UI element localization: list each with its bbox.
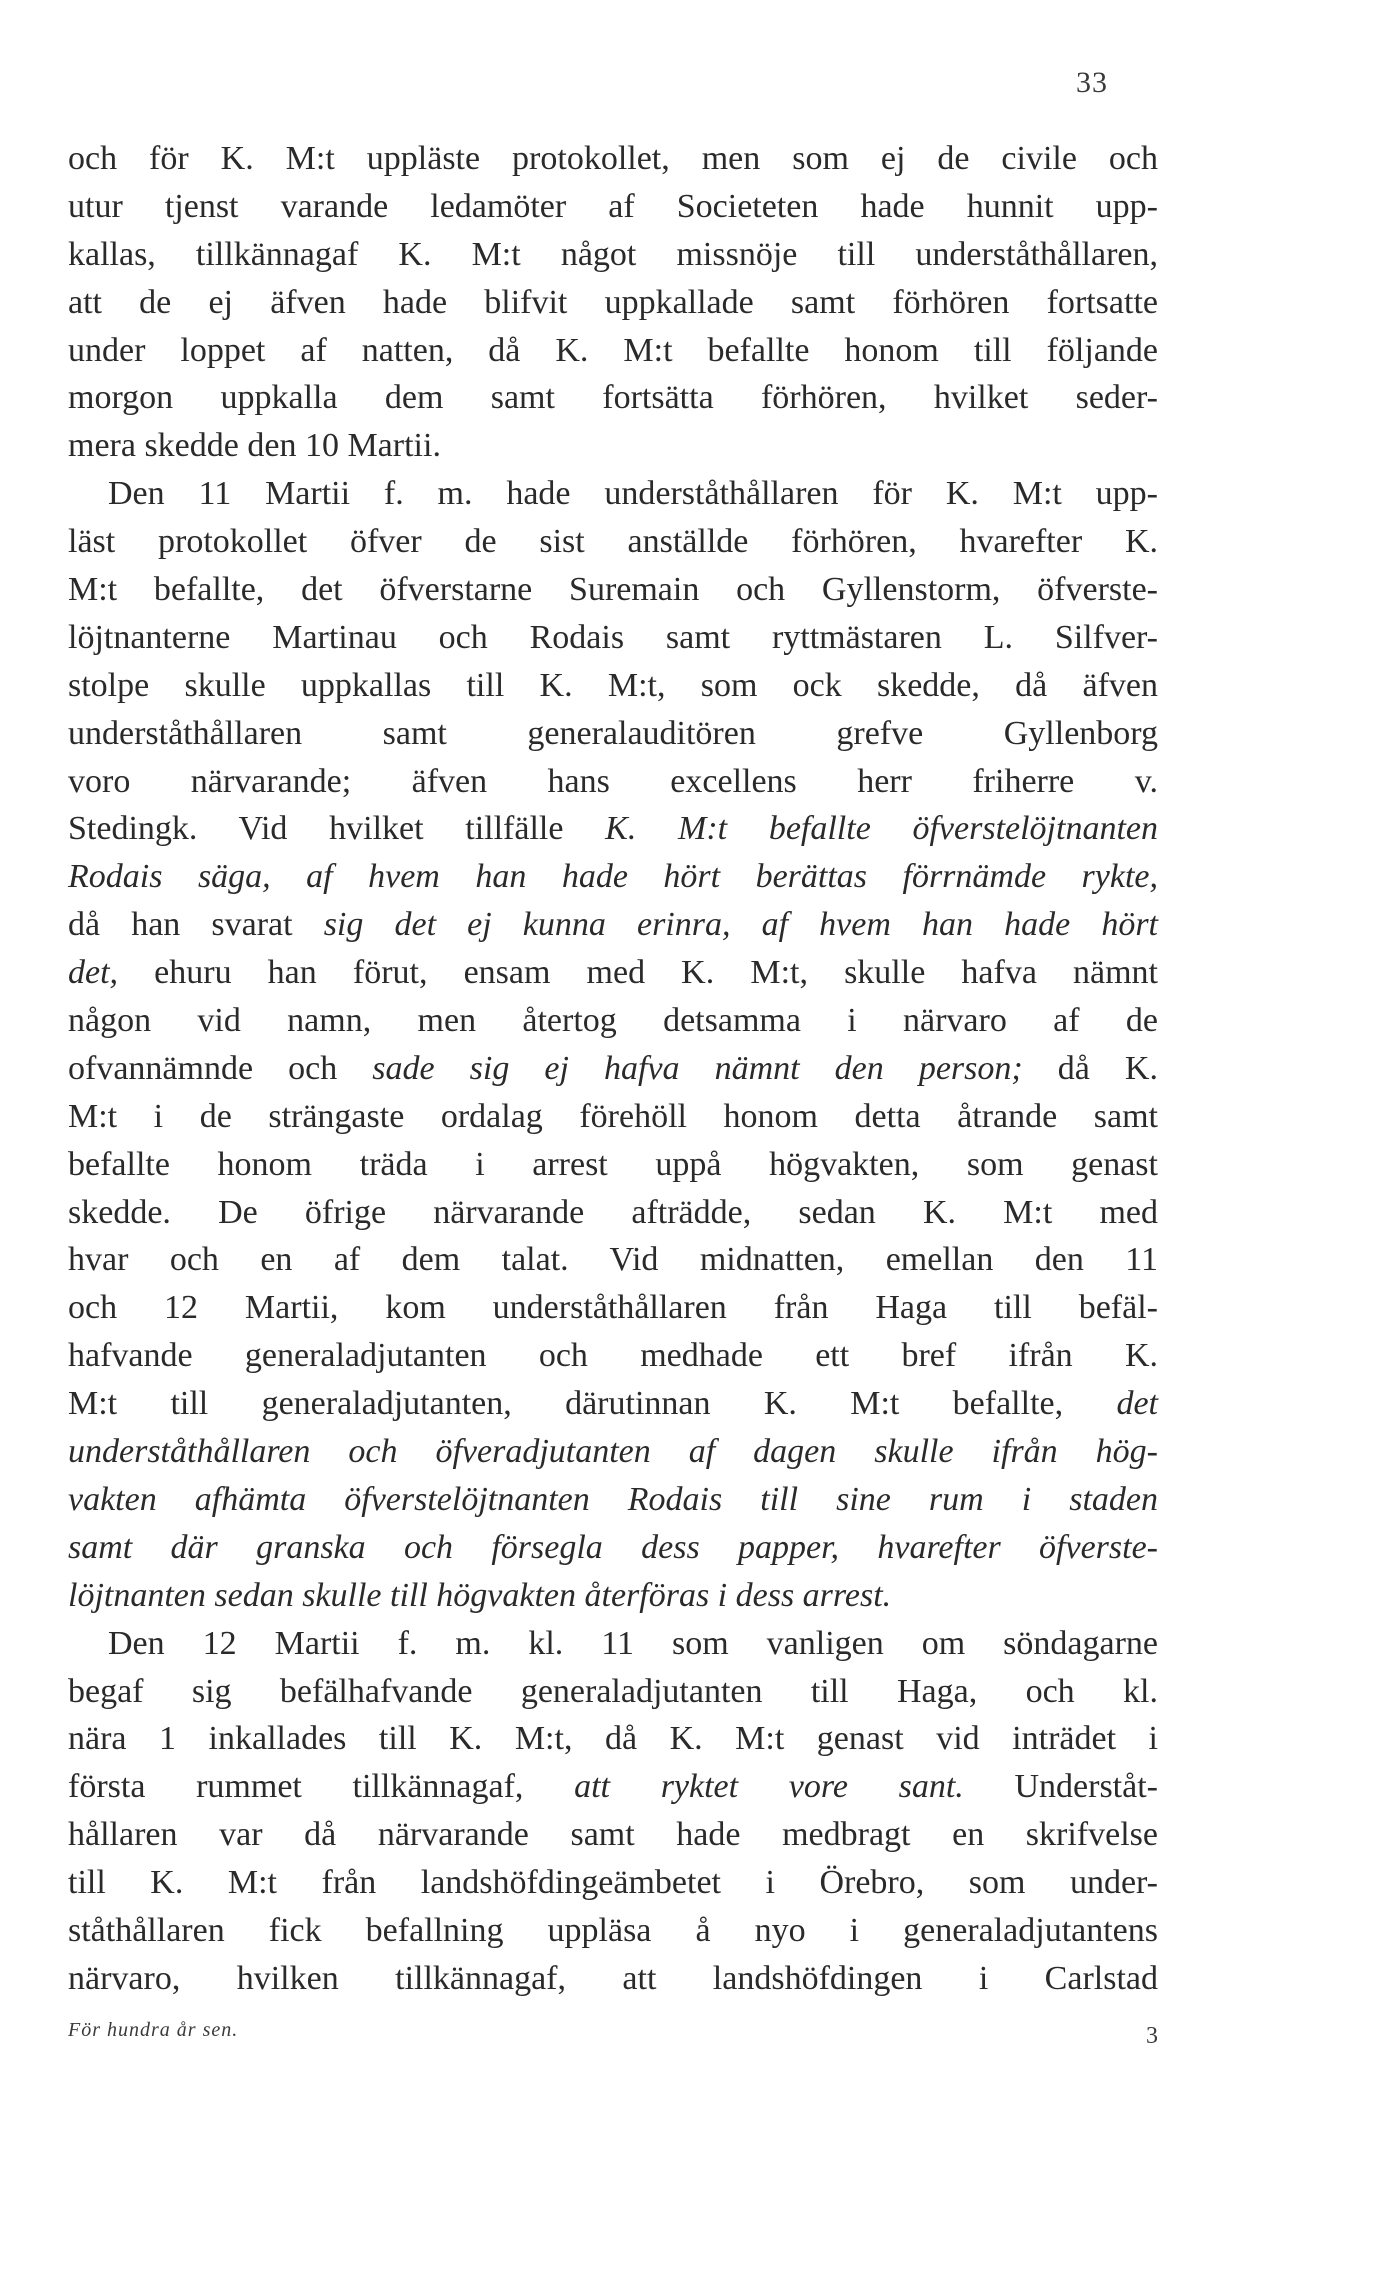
text-segment: M:t till generaladjutanten, därutinnan K. M:t befallte, <box>68 1385 1117 1423</box>
text-segment: utur tjenst varande ledamöter af Societeten hade hunnit upp- <box>68 187 1158 225</box>
text-segment: underståthållaren samt generalauditören grefve Gyllenborg <box>68 714 1158 752</box>
running-footer-title: För hundra år sen. <box>68 2019 239 2041</box>
text-line <box>68 1141 1158 1189</box>
body-text <box>68 135 1158 2003</box>
text-segment: ehuru han förut, ensam med K. M:t, skulle hafva nämnt <box>118 954 1158 992</box>
italic-text-segment: löjtnanten sedan skulle till högvakten återföras i dess arrest. <box>68 1576 892 1614</box>
text-segment: någon vid namn, men återtog detsamma i närvaro af de <box>68 1002 1158 1040</box>
text-line <box>68 1907 1158 1955</box>
text-line <box>68 470 1158 518</box>
text-line <box>68 327 1158 375</box>
text-segment: Underståt- <box>963 1768 1158 1806</box>
text-segment: Den 11 Martii f. m. hade underståthållaren för K. M:t upp- <box>108 475 1158 513</box>
text-line <box>68 1955 1158 2003</box>
text-segment: hafvande generaladjutanten och medhade ett bref ifrån K. <box>68 1337 1158 1375</box>
text-segment: läst protokollet öfver de sist anställde förhören, hvarefter K. <box>68 523 1158 561</box>
text-line <box>68 518 1158 566</box>
text-segment: begaf sig befälhafvande generaladjutanten till Haga, och kl. <box>68 1672 1158 1710</box>
text-segment: Stedingk. Vid hvilket tillfälle <box>68 810 606 848</box>
text-line <box>68 1380 1158 1428</box>
text-line <box>68 135 1158 183</box>
text-line <box>68 1524 1158 1572</box>
page-number: 33 <box>1076 66 1108 99</box>
text-line <box>68 1715 1158 1763</box>
text-line <box>68 1668 1158 1716</box>
text-segment: och för K. M:t uppläste protokollet, men som ej de civile och <box>68 140 1158 177</box>
page-footer <box>68 2015 1158 2055</box>
text-segment: närvaro, hvilken tillkännagaf, att landshöfdingen i Carlstad <box>68 1959 1158 1997</box>
text-segment: nära 1 inkallades till K. M:t, då K. M:t genast vid inträdet i <box>68 1720 1158 1758</box>
text-segment: hvar och en af dem talat. Vid midnatten, emellan den 11 <box>68 1241 1158 1279</box>
signature-mark: 3 <box>1146 2023 1158 2049</box>
text-line <box>68 279 1158 327</box>
text-segment: kallas, tillkännagaf K. M:t något missnöje till underståthållaren, <box>68 235 1158 273</box>
text-line <box>68 1428 1158 1476</box>
text-line <box>68 1620 1158 1668</box>
italic-text-segment: vakten afhämta öfverstelöjtnanten Rodais till sine rum i staden <box>68 1480 1158 1518</box>
text-line <box>68 1332 1158 1380</box>
text-line <box>68 901 1158 949</box>
text-line <box>68 566 1158 614</box>
text-segment: till K. M:t från landshöfdingeämbetet i Örebro, som under- <box>68 1864 1158 1902</box>
text-line <box>68 662 1158 710</box>
text-segment: ståthållaren fick befallning uppläsa å nyo i generaladjutantens <box>68 1911 1158 1949</box>
text-line <box>68 231 1158 279</box>
italic-text-segment: det, <box>68 954 119 992</box>
text-line <box>68 997 1158 1045</box>
text-segment: löjtnanterne Martinau och Rodais samt ryttmästaren L. Silfver- <box>68 618 1158 656</box>
text-line <box>68 949 1158 997</box>
text-segment: hållaren var då närvarande samt hade medbragt en skrifvelse <box>68 1816 1158 1854</box>
text-line <box>68 1859 1158 1907</box>
text-line <box>68 374 1158 422</box>
italic-text-segment: Rodais säga, af hvem han hade hört berättas förrnämde rykte, <box>68 858 1158 896</box>
italic-text-segment: K. M:t befallte öfverstelöjtnanten <box>605 810 1158 848</box>
text-segment: M:t i de strängaste ordalag förehöll honom detta åtrande samt <box>68 1097 1158 1135</box>
text-segment: skedde. De öfrige närvarande afträdde, sedan K. M:t med <box>68 1193 1158 1231</box>
text-segment: stolpe skulle uppkallas till K. M:t, som ock skedde, då äfven <box>68 666 1158 704</box>
italic-text-segment: det <box>1116 1385 1158 1423</box>
text-line <box>68 1763 1158 1811</box>
italic-text-segment: sig det ej kunna erinra, af hvem han hade hört <box>323 906 1158 944</box>
text-line <box>68 1189 1158 1237</box>
text-segment: mera skedde den 10 Martii. <box>68 427 441 465</box>
text-line <box>68 1284 1158 1332</box>
text-segment: befallte honom träda i arrest uppå högvakten, som genast <box>68 1145 1158 1183</box>
text-line <box>68 853 1158 901</box>
text-line <box>68 710 1158 758</box>
text-segment: att de ej äfven hade blifvit uppkallade samt förhören fortsatte <box>68 283 1158 321</box>
text-segment: då han svarat <box>68 906 324 944</box>
text-line <box>68 183 1158 231</box>
text-segment: Den 12 Martii f. m. kl. 11 som vanligen om söndagarne <box>108 1624 1158 1662</box>
text-line <box>68 1476 1158 1524</box>
text-segment: och 12 Martii, kom underståthållaren från Haga till befäl- <box>68 1289 1158 1327</box>
text-line <box>68 805 1158 853</box>
text-segment: första rummet tillkännagaf, <box>68 1768 575 1806</box>
text-segment: ofvannämnde och <box>68 1049 373 1087</box>
italic-text-segment: underståthållaren och öfveradjutanten af dagen skulle ifrån hög- <box>68 1433 1158 1471</box>
text-segment: under loppet af natten, då K. M:t befallte honom till följande <box>68 331 1158 369</box>
text-segment: då K. <box>1022 1049 1158 1087</box>
text-line <box>68 1572 1158 1620</box>
italic-text-segment: sade sig ej hafva nämnt den person; <box>372 1049 1023 1087</box>
text-line <box>68 1811 1158 1859</box>
text-line <box>68 1236 1158 1284</box>
text-segment: morgon uppkalla dem samt fortsätta förhören, hvilket seder- <box>68 379 1158 417</box>
italic-text-segment: samt där granska och försegla dess papper, hvarefter öfverste- <box>68 1528 1158 1566</box>
text-line <box>68 1045 1158 1093</box>
text-line <box>68 758 1158 806</box>
text-segment: M:t befallte, det öfverstarne Suremain och Gyllenstorm, öfverste- <box>68 571 1158 609</box>
text-line <box>68 1093 1158 1141</box>
text-line <box>68 614 1158 662</box>
italic-text-segment: att ryktet vore sant. <box>574 1768 964 1806</box>
text-segment: voro närvarande; äfven hans excellens herr friherre v. <box>68 762 1158 800</box>
text-line <box>68 422 1158 470</box>
